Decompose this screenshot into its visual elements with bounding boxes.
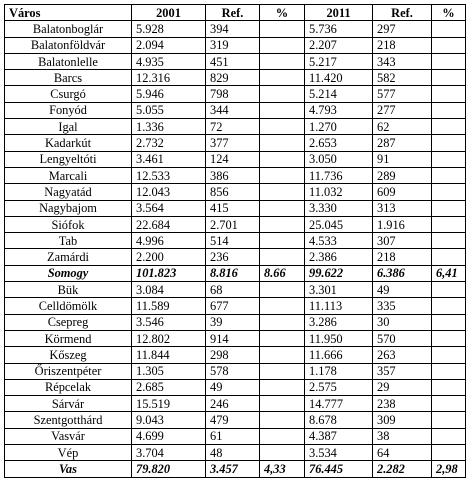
summary-row (5, 461, 466, 477)
percent-2001-cell (260, 282, 305, 298)
table-row (5, 216, 466, 232)
table-row (5, 445, 466, 461)
city-cell: Lengyeltóti (5, 151, 132, 167)
population-table (4, 4, 466, 478)
city-cell: Szentgotthárd (5, 412, 132, 428)
table-row (5, 167, 466, 183)
ref-2011-cell: 297 (373, 21, 432, 37)
value-2001-cell: 79.820 (132, 461, 206, 477)
city-cell: Bük (5, 282, 132, 298)
value-2011-cell: 2.386 (305, 249, 373, 265)
percent-2011-cell (432, 363, 466, 379)
table-row (5, 298, 466, 314)
table-row (5, 379, 466, 395)
table-row (5, 233, 466, 249)
percent-2001-cell (260, 53, 305, 69)
percent-2011-cell (432, 282, 466, 298)
city-cell: Vas (5, 461, 132, 477)
percent-2001-cell (260, 119, 305, 135)
ref-2001-cell: 68 (206, 282, 260, 298)
city-cell: Csurgó (5, 86, 132, 102)
summary-row (5, 265, 466, 281)
percent-2011-cell (432, 167, 466, 183)
percent-2011-cell (432, 249, 466, 265)
value-2011-cell: 25.045 (305, 216, 373, 232)
city-cell: Igal (5, 119, 132, 135)
table-row (5, 282, 466, 298)
value-2011-cell: 5.214 (305, 86, 373, 102)
value-2001-cell: 11.844 (132, 347, 206, 363)
value-2001-cell: 12.802 (132, 330, 206, 346)
table-row (5, 314, 466, 330)
ref-2001-cell: 344 (206, 102, 260, 118)
ref-2001-cell: 394 (206, 21, 260, 37)
value-2001-cell: 4.935 (132, 53, 206, 69)
table-row (5, 249, 466, 265)
ref-2001-cell: 236 (206, 249, 260, 265)
header-percent-2001: % (260, 5, 305, 21)
value-2001-cell: 9.043 (132, 412, 206, 428)
value-2001-cell: 12.316 (132, 70, 206, 86)
city-cell: Kadarkút (5, 135, 132, 151)
city-cell: Kőszeg (5, 347, 132, 363)
percent-2011-cell (432, 298, 466, 314)
value-2001-cell: 2.200 (132, 249, 206, 265)
ref-2011-cell: 309 (373, 412, 432, 428)
value-2001-cell: 3.546 (132, 314, 206, 330)
ref-2011-cell: 277 (373, 102, 432, 118)
percent-2001-cell (260, 200, 305, 216)
percent-2001-cell (260, 184, 305, 200)
header-ref-2011: Ref. (373, 5, 432, 21)
ref-2011-cell: 577 (373, 86, 432, 102)
percent-2011-cell (432, 184, 466, 200)
value-2011-cell: 11.950 (305, 330, 373, 346)
table-row (5, 347, 466, 363)
percent-2011-cell (432, 119, 466, 135)
city-cell: Sárvár (5, 396, 132, 412)
value-2011-cell: 3.534 (305, 445, 373, 461)
city-cell: Zamárdi (5, 249, 132, 265)
header-city: Város (5, 5, 132, 21)
value-2001-cell: 3.084 (132, 282, 206, 298)
ref-2001-cell: 415 (206, 200, 260, 216)
ref-2001-cell: 914 (206, 330, 260, 346)
city-cell: Siófok (5, 216, 132, 232)
city-cell: Nagybajom (5, 200, 132, 216)
percent-2011-cell (432, 233, 466, 249)
ref-2001-cell: 298 (206, 347, 260, 363)
ref-2001-cell: 377 (206, 135, 260, 151)
value-2011-cell: 4.793 (305, 102, 373, 118)
ref-2001-cell: 479 (206, 412, 260, 428)
value-2001-cell: 4.699 (132, 428, 206, 444)
ref-2011-cell: 313 (373, 200, 432, 216)
percent-2011-cell (432, 314, 466, 330)
percent-2001-cell (260, 428, 305, 444)
percent-2001-cell (260, 86, 305, 102)
table-row (5, 37, 466, 53)
header-ref-2001: Ref. (206, 5, 260, 21)
percent-2001-cell (260, 396, 305, 412)
value-2001-cell: 2.685 (132, 379, 206, 395)
city-cell: Répcelak (5, 379, 132, 395)
city-cell: Csepreg (5, 314, 132, 330)
table-row (5, 200, 466, 216)
ref-2011-cell: 263 (373, 347, 432, 363)
value-2011-cell: 2.653 (305, 135, 373, 151)
percent-2011-cell (432, 53, 466, 69)
percent-2001-cell (260, 314, 305, 330)
table-row (5, 184, 466, 200)
percent-2001-cell (260, 347, 305, 363)
table-row (5, 119, 466, 135)
value-2001-cell: 3.461 (132, 151, 206, 167)
percent-2001-cell (260, 151, 305, 167)
percent-2011-cell (432, 151, 466, 167)
value-2011-cell: 11.113 (305, 298, 373, 314)
ref-2001-cell: 2.701 (206, 216, 260, 232)
ref-2001-cell: 72 (206, 119, 260, 135)
ref-2001-cell: 124 (206, 151, 260, 167)
table-row (5, 135, 466, 151)
value-2011-cell: 3.286 (305, 314, 373, 330)
ref-2001-cell: 798 (206, 86, 260, 102)
percent-2001-cell: 4,33 (260, 461, 305, 477)
ref-2011-cell: 38 (373, 428, 432, 444)
value-2001-cell: 2.094 (132, 37, 206, 53)
value-2011-cell: 1.270 (305, 119, 373, 135)
ref-2001-cell: 48 (206, 445, 260, 461)
ref-2011-cell: 238 (373, 396, 432, 412)
ref-2011-cell: 49 (373, 282, 432, 298)
ref-2011-cell: 287 (373, 135, 432, 151)
percent-2001-cell (260, 330, 305, 346)
city-cell: Balatonboglár (5, 21, 132, 37)
percent-2001-cell (260, 135, 305, 151)
city-cell: Barcs (5, 70, 132, 86)
header-2001: 2001 (132, 5, 206, 21)
value-2001-cell: 1.336 (132, 119, 206, 135)
value-2011-cell: 2.575 (305, 379, 373, 395)
table-row (5, 21, 466, 37)
city-cell: Fonyód (5, 102, 132, 118)
value-2001-cell: 101.823 (132, 265, 206, 281)
value-2001-cell: 5.928 (132, 21, 206, 37)
value-2001-cell: 15.519 (132, 396, 206, 412)
percent-2011-cell (432, 412, 466, 428)
value-2011-cell: 4.387 (305, 428, 373, 444)
value-2011-cell: 11.666 (305, 347, 373, 363)
percent-2011-cell (432, 347, 466, 363)
table-row (5, 151, 466, 167)
header-row (5, 5, 466, 21)
value-2011-cell: 1.178 (305, 363, 373, 379)
value-2011-cell: 11.420 (305, 70, 373, 86)
ref-2001-cell: 514 (206, 233, 260, 249)
ref-2001-cell: 677 (206, 298, 260, 314)
city-cell: Somogy (5, 265, 132, 281)
percent-2001-cell (260, 102, 305, 118)
percent-2011-cell (432, 216, 466, 232)
percent-2001-cell (260, 21, 305, 37)
percent-2001-cell (260, 167, 305, 183)
ref-2011-cell: 570 (373, 330, 432, 346)
value-2001-cell: 11.589 (132, 298, 206, 314)
city-cell: Vép (5, 445, 132, 461)
value-2011-cell: 76.445 (305, 461, 373, 477)
value-2011-cell: 11.736 (305, 167, 373, 183)
ref-2001-cell: 8.816 (206, 265, 260, 281)
header-percent-2011: % (432, 5, 466, 21)
table-body (5, 21, 466, 477)
city-cell: Balatonföldvár (5, 37, 132, 53)
ref-2001-cell: 319 (206, 37, 260, 53)
value-2011-cell: 3.330 (305, 200, 373, 216)
ref-2001-cell: 386 (206, 167, 260, 183)
percent-2001-cell (260, 70, 305, 86)
value-2001-cell: 2.732 (132, 135, 206, 151)
ref-2011-cell: 1.916 (373, 216, 432, 232)
ref-2011-cell: 218 (373, 249, 432, 265)
ref-2011-cell: 218 (373, 37, 432, 53)
ref-2001-cell: 451 (206, 53, 260, 69)
value-2011-cell: 99.622 (305, 265, 373, 281)
percent-2011-cell (432, 37, 466, 53)
city-cell: Marcali (5, 167, 132, 183)
table-row (5, 53, 466, 69)
percent-2001-cell (260, 412, 305, 428)
value-2011-cell: 11.032 (305, 184, 373, 200)
value-2001-cell: 12.043 (132, 184, 206, 200)
percent-2011-cell (432, 428, 466, 444)
city-cell: Körmend (5, 330, 132, 346)
percent-2011-cell (432, 70, 466, 86)
percent-2001-cell (260, 445, 305, 461)
table-row (5, 86, 466, 102)
table-row (5, 70, 466, 86)
table-row (5, 330, 466, 346)
percent-2001-cell: 8.66 (260, 265, 305, 281)
percent-2011-cell (432, 379, 466, 395)
percent-2001-cell (260, 233, 305, 249)
value-2011-cell: 3.301 (305, 282, 373, 298)
ref-2011-cell: 582 (373, 70, 432, 86)
value-2011-cell: 3.050 (305, 151, 373, 167)
value-2001-cell: 5.946 (132, 86, 206, 102)
ref-2011-cell: 289 (373, 167, 432, 183)
value-2001-cell: 1.305 (132, 363, 206, 379)
percent-2011-cell (432, 330, 466, 346)
percent-2011-cell (432, 135, 466, 151)
city-cell: Nagyatád (5, 184, 132, 200)
city-cell: Balatonlelle (5, 53, 132, 69)
percent-2001-cell (260, 249, 305, 265)
ref-2001-cell: 49 (206, 379, 260, 395)
value-2001-cell: 12.533 (132, 167, 206, 183)
ref-2011-cell: 29 (373, 379, 432, 395)
table-row (5, 396, 466, 412)
percent-2011-cell: 6,41 (432, 265, 466, 281)
percent-2011-cell: 2,98 (432, 461, 466, 477)
ref-2011-cell: 307 (373, 233, 432, 249)
ref-2011-cell: 64 (373, 445, 432, 461)
percent-2001-cell (260, 37, 305, 53)
percent-2011-cell (432, 102, 466, 118)
value-2011-cell: 4.533 (305, 233, 373, 249)
ref-2001-cell: 246 (206, 396, 260, 412)
ref-2001-cell: 3.457 (206, 461, 260, 477)
value-2001-cell: 3.564 (132, 200, 206, 216)
ref-2001-cell: 578 (206, 363, 260, 379)
value-2011-cell: 2.207 (305, 37, 373, 53)
ref-2011-cell: 335 (373, 298, 432, 314)
percent-2011-cell (432, 21, 466, 37)
city-cell: Őriszentpéter (5, 363, 132, 379)
ref-2011-cell: 609 (373, 184, 432, 200)
percent-2011-cell (432, 86, 466, 102)
value-2001-cell: 22.684 (132, 216, 206, 232)
ref-2011-cell: 91 (373, 151, 432, 167)
value-2011-cell: 5.736 (305, 21, 373, 37)
table-row (5, 102, 466, 118)
value-2011-cell: 5.217 (305, 53, 373, 69)
ref-2011-cell: 30 (373, 314, 432, 330)
value-2011-cell: 14.777 (305, 396, 373, 412)
ref-2001-cell: 39 (206, 314, 260, 330)
ref-2011-cell: 62 (373, 119, 432, 135)
ref-2001-cell: 856 (206, 184, 260, 200)
percent-2011-cell (432, 200, 466, 216)
city-cell: Tab (5, 233, 132, 249)
table-container (4, 4, 466, 478)
value-2001-cell: 4.996 (132, 233, 206, 249)
ref-2011-cell: 343 (373, 53, 432, 69)
percent-2011-cell (432, 445, 466, 461)
percent-2011-cell (432, 396, 466, 412)
header-2011: 2011 (305, 5, 373, 21)
ref-2011-cell: 357 (373, 363, 432, 379)
percent-2001-cell (260, 379, 305, 395)
value-2001-cell: 5.055 (132, 102, 206, 118)
city-cell: Celldömölk (5, 298, 132, 314)
percent-2001-cell (260, 363, 305, 379)
ref-2011-cell: 2.282 (373, 461, 432, 477)
table-row (5, 428, 466, 444)
ref-2001-cell: 61 (206, 428, 260, 444)
ref-2001-cell: 829 (206, 70, 260, 86)
value-2001-cell: 3.704 (132, 445, 206, 461)
table-row (5, 412, 466, 428)
ref-2011-cell: 6.386 (373, 265, 432, 281)
value-2011-cell: 8.678 (305, 412, 373, 428)
city-cell: Vasvár (5, 428, 132, 444)
table-row (5, 363, 466, 379)
percent-2001-cell (260, 298, 305, 314)
percent-2001-cell (260, 216, 305, 232)
